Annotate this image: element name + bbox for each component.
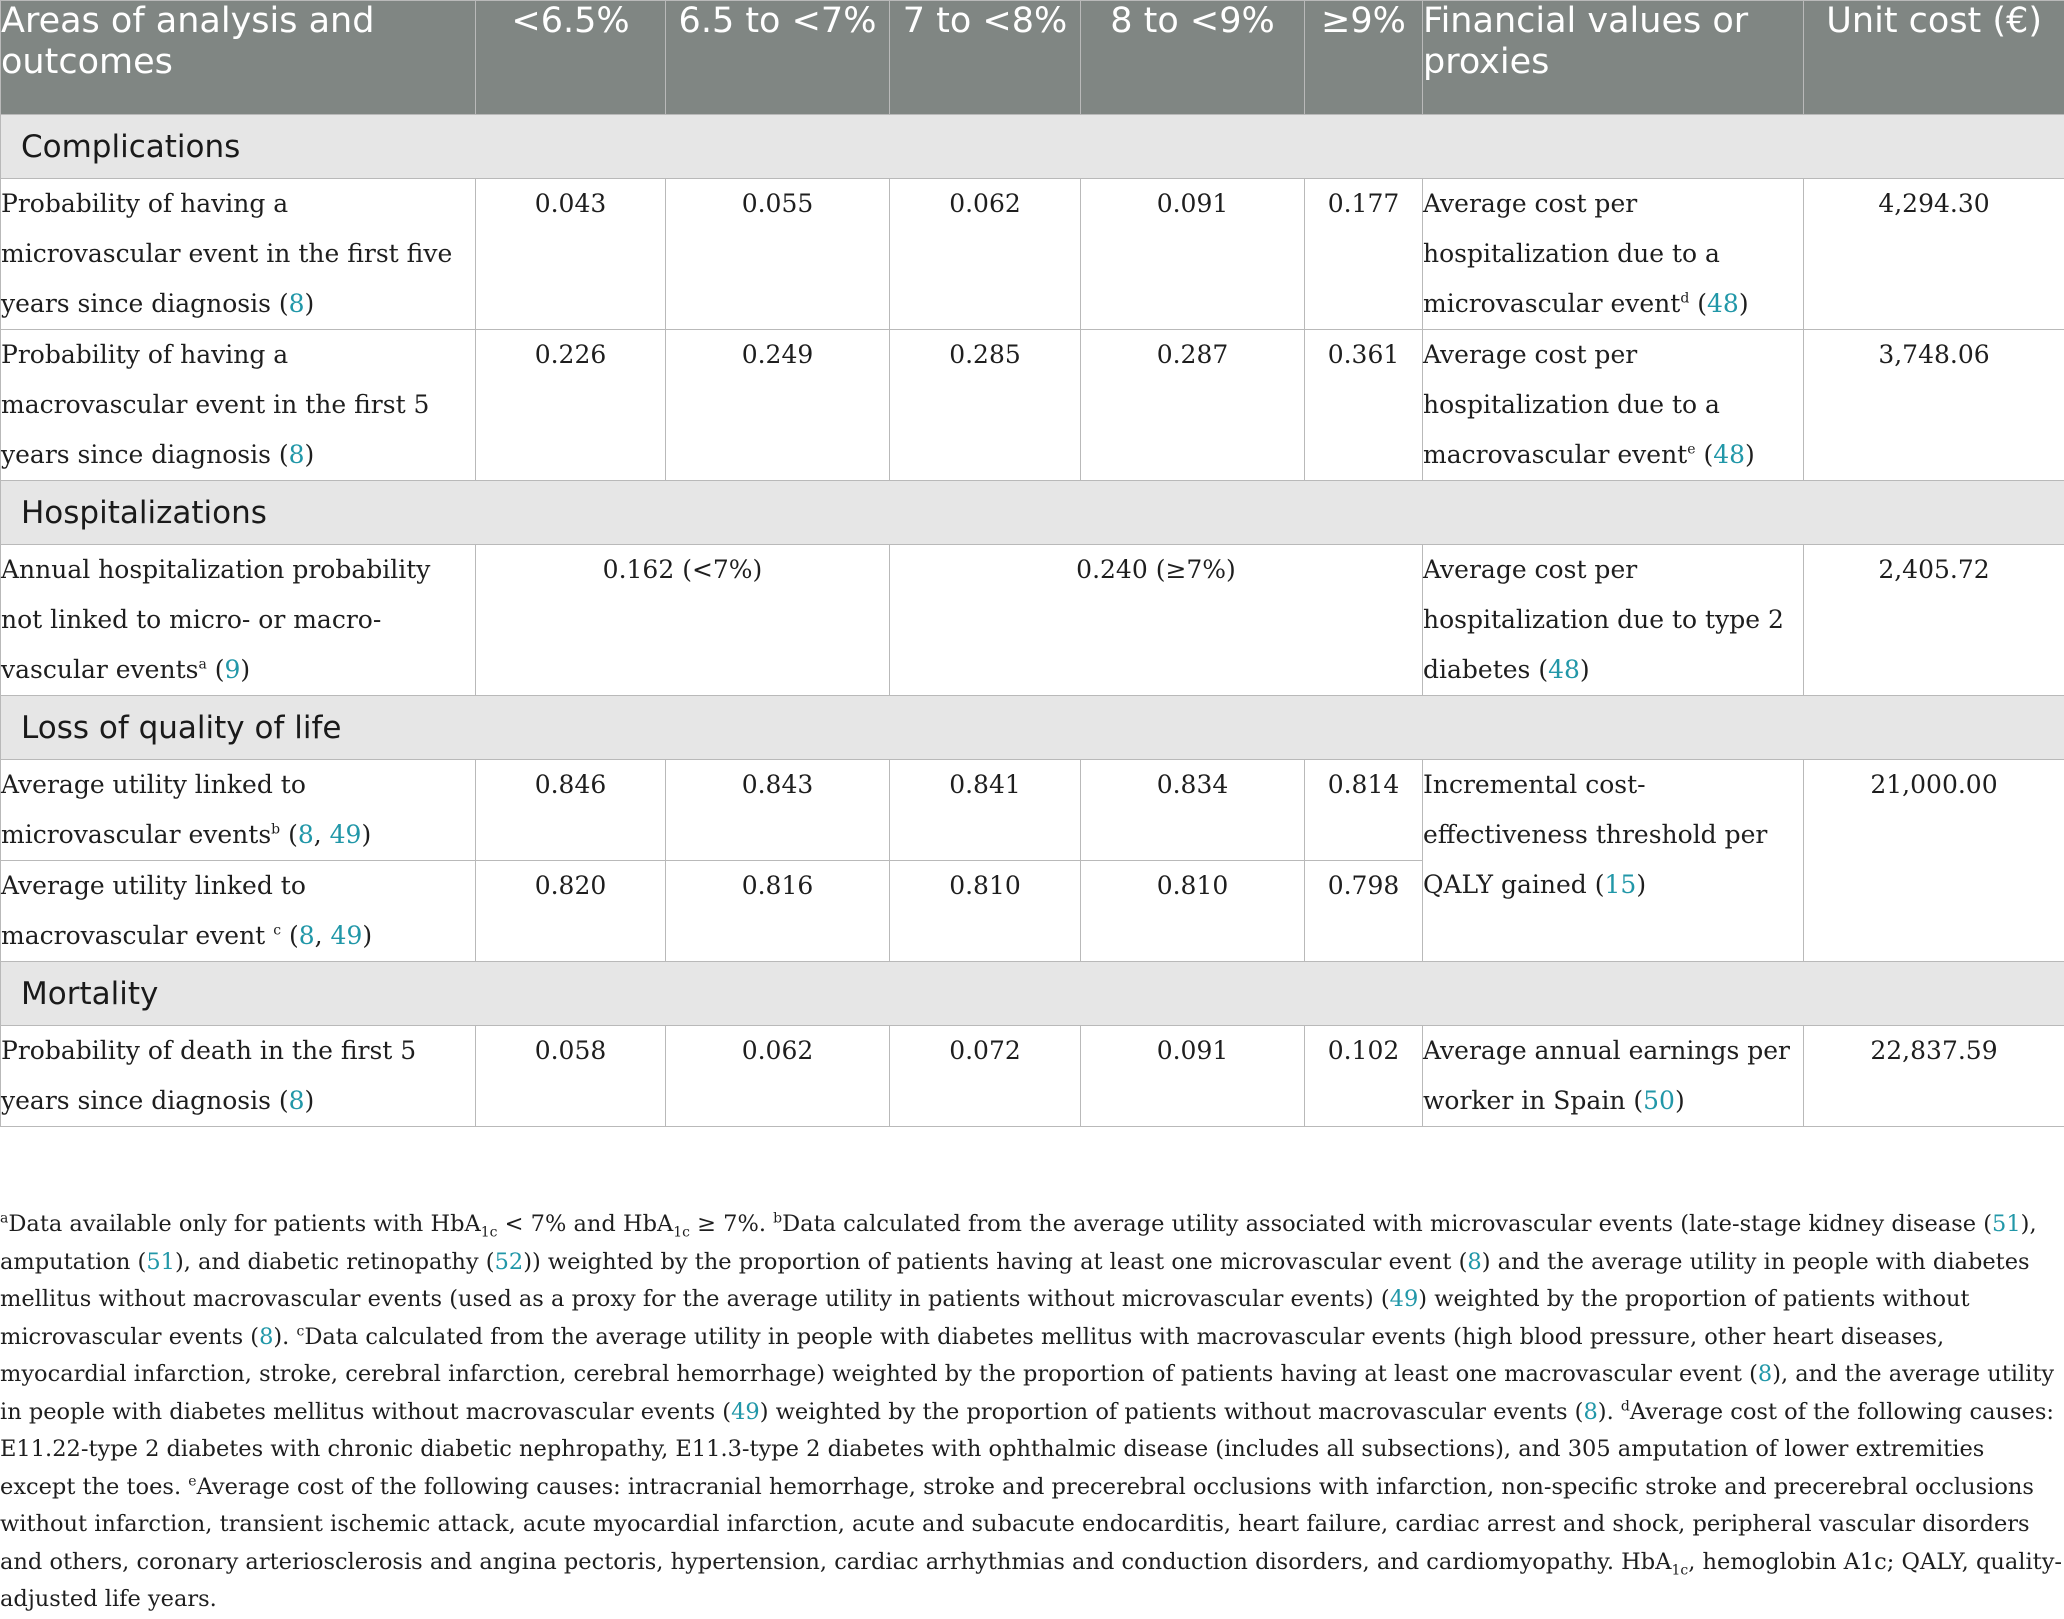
citation-link[interactable]: 8 — [259, 1324, 273, 1350]
row-label: Annual hospitalization probability not linked to micro- or macro-vascular events$^a$ (9) — [1, 545, 476, 696]
cell-value: 0.043 — [476, 179, 666, 330]
cell-value: 0.062 — [890, 179, 1081, 330]
header-unit-cost: Unit cost (€) — [1804, 1, 2064, 115]
section-row — [1, 962, 2064, 1026]
cell-value: 0.810 — [890, 861, 1081, 962]
unit-cost: 4,294.30 — [1804, 179, 2064, 330]
citation-link[interactable]: 51 — [1992, 1211, 2021, 1237]
cell-value: 0.361 — [1305, 330, 1423, 481]
citation-link[interactable]: 48 — [1548, 655, 1580, 684]
citation-link[interactable]: 8 — [1467, 1249, 1481, 1275]
header-ge9: ≥9% — [1305, 1, 1423, 115]
cell-value: 0.843 — [666, 760, 890, 861]
financial-proxy: Average cost per hospitalization due to a microvascular event$^d$ (48) — [1423, 179, 1804, 330]
section-row — [1, 696, 2064, 760]
table-row — [1, 179, 2064, 330]
cell-value: 0.816 — [666, 861, 890, 962]
table-row — [1, 545, 2064, 696]
header-area: Areas of analysis and outcomes — [1, 1, 476, 115]
cell-value-high: 0.240 (≥7%) — [890, 545, 1423, 696]
citation-link[interactable]: 52 — [495, 1249, 524, 1275]
citation-link[interactable]: 8 — [299, 921, 315, 950]
header-lt65: <6.5% — [476, 1, 666, 115]
table-row — [1, 1026, 2064, 1127]
citation-link[interactable]: 48 — [1713, 440, 1745, 469]
section-row — [1, 115, 2064, 179]
section-quality-of-life: Loss of quality of life — [1, 696, 2064, 760]
citation-link[interactable]: 8 — [289, 440, 305, 469]
citation-link[interactable]: 49 — [330, 820, 362, 849]
unit-cost: 22,837.59 — [1804, 1026, 2064, 1127]
citation-link[interactable]: 8 — [298, 820, 314, 849]
row-label: Probability of having a microvascular event in the first five years since diagnosis (8) — [1, 179, 476, 330]
section-hospitalizations: Hospitalizations — [1, 481, 2064, 545]
citation-link[interactable]: 15 — [1605, 870, 1637, 899]
table-row — [1, 760, 2064, 861]
cell-value: 0.058 — [476, 1026, 666, 1127]
section-complications: Complications — [1, 115, 2064, 179]
citation-link[interactable]: 8 — [1758, 1361, 1772, 1387]
section-mortality: Mortality — [1, 962, 2064, 1026]
financial-proxy: Average cost per hospitalization due to type 2 diabetes (48) — [1423, 545, 1804, 696]
financial-proxy: Incremental cost-effectiveness threshold per QALY gained (15) — [1423, 760, 1804, 962]
citation-link[interactable]: 49 — [731, 1399, 760, 1425]
row-label: Average utility linked to macrovascular event $^c$ (8, 49) — [1, 861, 476, 962]
citation-link[interactable]: 8 — [289, 1086, 305, 1115]
citation-link[interactable]: 8 — [289, 289, 305, 318]
cell-value: 0.055 — [666, 179, 890, 330]
cell-value: 0.177 — [1305, 179, 1423, 330]
table-footnote: $^a$Data available only for patients with HbA$_{1c}$ < 7% and HbA$_{1c}$ ≥ 7%. $^b$Data calculated from the average utility associated with microvascular events (late-stage kidney disease (51), amputation (51), and diabetic retinopathy (52)) weighted by the proportion of patients having at least one microvascular event (8) and the average utility in people with diabetes mellitus without macrovascular events (used as a proxy for the average utility in patients without microvascular events) (49) weighted by the proportion of patients without microvascular events (8). $^c$Data calculated from the average utility in people with diabetes mellitus with macrovascular events (high blood pressure, other heart diseases, myocardial infarction, stroke, cerebral infarction, cerebral hemorrhage) weighted by the proportion of patients having at least one macrovascular event (8), and the average utility in people with diabetes mellitus without macrovascular events (49) weighted by the proportion of patients without macrovascular events (8). $^d$Average cost of the following causes: E11.22-type 2 diabetes with chronic diabetic nephropathy, E11.3-type 2 diabetes with ophthalmic disease (includes all subsections), and 305 amputation of lower extremities except the toes. $^e$Average cost of the following causes: intracranial hemorrhage, stroke and precerebral occlusions with infarction, non-specific stroke and precerebral occlusions without infarction, transient ischemic attack, acute myocardial infarction, acute and subacute endocarditis, heart failure, cardiac arrest and shock, peripheral vascular disorders and others, coronary arteriosclerosis and angina pectoris, hypertension, cardiac arrhythmias and conduction disorders, and cardiomyopathy. HbA$_{1c}$, hemoglobin A1c; QALY, quality-adjusted life years. — [0, 1206, 2064, 1619]
section-row — [1, 481, 2064, 545]
cell-value: 0.072 — [890, 1026, 1081, 1127]
citation-link[interactable]: 48 — [1707, 289, 1739, 318]
cell-value: 0.226 — [476, 330, 666, 481]
citation-link[interactable]: 9 — [225, 655, 241, 684]
cell-value: 0.249 — [666, 330, 890, 481]
financial-proxy: Average cost per hospitalization due to a macrovascular event$^e$ (48) — [1423, 330, 1804, 481]
cell-value: 0.287 — [1081, 330, 1305, 481]
unit-cost: 2,405.72 — [1804, 545, 2064, 696]
cell-value: 0.091 — [1081, 1026, 1305, 1127]
citation-link[interactable]: 50 — [1643, 1086, 1675, 1115]
cell-value: 0.091 — [1081, 179, 1305, 330]
cell-value: 0.062 — [666, 1026, 890, 1127]
cell-value: 0.102 — [1305, 1026, 1423, 1127]
cell-value: 0.841 — [890, 760, 1081, 861]
unit-cost: 3,748.06 — [1804, 330, 2064, 481]
row-label: Probability of death in the first 5 years since diagnosis (8) — [1, 1026, 476, 1127]
header-row — [1, 1, 2064, 115]
cell-value-low: 0.162 (<7%) — [476, 545, 890, 696]
citation-link[interactable]: 49 — [1390, 1286, 1419, 1312]
cell-value: 0.846 — [476, 760, 666, 861]
citation-link[interactable]: 51 — [146, 1249, 175, 1275]
table-row — [1, 330, 2064, 481]
cell-value: 0.285 — [890, 330, 1081, 481]
cell-value: 0.798 — [1305, 861, 1423, 962]
row-label: Probability of having a macrovascular event in the first 5 years since diagnosis (8) — [1, 330, 476, 481]
unit-cost: 21,000.00 — [1804, 760, 2064, 962]
citation-link[interactable]: 8 — [1583, 1399, 1597, 1425]
financial-proxy: Average annual earnings per worker in Spain (50) — [1423, 1026, 1804, 1127]
cell-value: 0.810 — [1081, 861, 1305, 962]
header-financial: Financial values or proxies — [1423, 1, 1804, 115]
header-8to9: 8 to <9% — [1081, 1, 1305, 115]
cell-value: 0.820 — [476, 861, 666, 962]
header-65to7: 6.5 to <7% — [666, 1, 890, 115]
citation-link[interactable]: 49 — [331, 921, 363, 950]
header-7to8: 7 to <8% — [890, 1, 1081, 115]
row-label: Average utility linked to microvascular events$^b$ (8, 49) — [1, 760, 476, 861]
cell-value: 0.834 — [1081, 760, 1305, 861]
cell-value: 0.814 — [1305, 760, 1423, 861]
